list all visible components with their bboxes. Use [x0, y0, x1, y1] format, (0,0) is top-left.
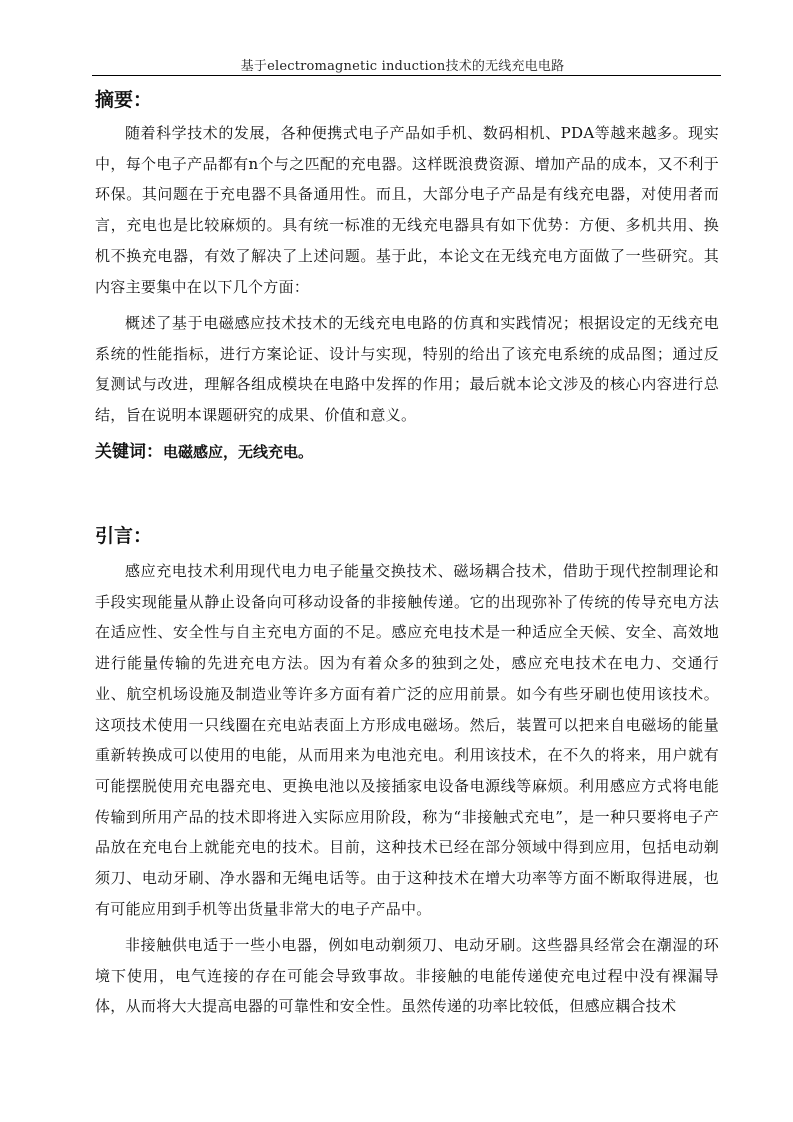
introduction-paragraph-1: 感应充电技术利用现代电力电子能量交换技术、磁场耦合技术，借助于现代控制理论和手段实现能量从静止设备向可移动设备的非接触传递。它的出现弥补了传统的传导充电方法在适应性、安全性与自主充电方面的不足。感应充电技术是一种适应全天候、安全、高效地进行能量传输的先进充电方法。因为有着众多的独到之处，感应充电技术在电力、交通行业、航空机场设施及制造业等许多方面有着广泛的应用前景。如今有些牙刷也使用该技术。这项技术使用一只线圈在充电站表面上方形成电磁场。然后，装置可以把来自电磁场的能量重新转换成可以使用的电能，从而用来为电池充电。利用该技术，在不久的将来，用户就有可能摆脱使用充电器充电、更换电池以及接插家电设备电源线等麻烦。利用感应方式将电能传输到所用产品的技术即将进入实际应用阶段，称为“非接触式充电”，是一种只要将电子产品放在充电台上就能充电的技术。目前，这种技术已经在部分领域中得到应用，包括电动剃须刀、电动牙刷、净水器和无绳电话等。由于这种技术在增大功率等方面不断取得进展，也有可能应用到手机等出货量非常大的电子产品中。 [95, 562, 719, 918]
keywords-line [95, 440, 313, 464]
abstract-heading: 摘要： [95, 89, 153, 111]
introduction-paragraph-2: 非接触供电适于一些小电器，例如电动剃须刀、电动牙刷。这些器具经常会在潮湿的环境下使用，电气连接的存在可能会导致事故。非接触的电能传递使充电过程中没有裸漏导体，从而将大大提高电器的可靠性和安全性。虽然传递的功率比较低，但感应耦合技术 [95, 936, 719, 1016]
abstract-paragraph-2: 概述了基于电磁感应技术技术的无线充电电路的仿真和实践情况；根据设定的无线充电系统的性能指标，进行方案论证、设计与实现，特别的给出了该充电系统的成品图；通过反复测试与改进，理解各组成模块在电路中发挥的作用；最后就本论文涉及的核心内容进行总结，旨在说明本课题研究的成果、价值和意义。 [95, 314, 719, 425]
keywords-label: 关键词： [95, 442, 163, 462]
keywords-value: 电磁感应，无线充电。 [163, 443, 314, 461]
introduction-heading: 引言： [95, 525, 153, 547]
running-header: 基于electromagnetic induction技术的无线充电电路 [240, 59, 565, 74]
abstract-paragraph-1: 随着科学技术的发展，各种便携式电子产品如手机、数码相机、PDA等越来越多。现实中，每个电子产品都有n个与之匹配的充电器。这样既浪费资源、增加产品的成本，又不利于环保。其问题在于充电器不具备通用性。而且，大部分电子产品是有线充电器，对使用者而言，充电也是比较麻烦的。具有统一标准的无线充电器具有如下优势：方便、多机共用、换机不换充电器，有效了解决了上述问题。基于此，本论文在无线充电方面做了一些研究。其内容主要集中在以下几个方面： [95, 124, 719, 296]
header-rule [92, 75, 721, 76]
